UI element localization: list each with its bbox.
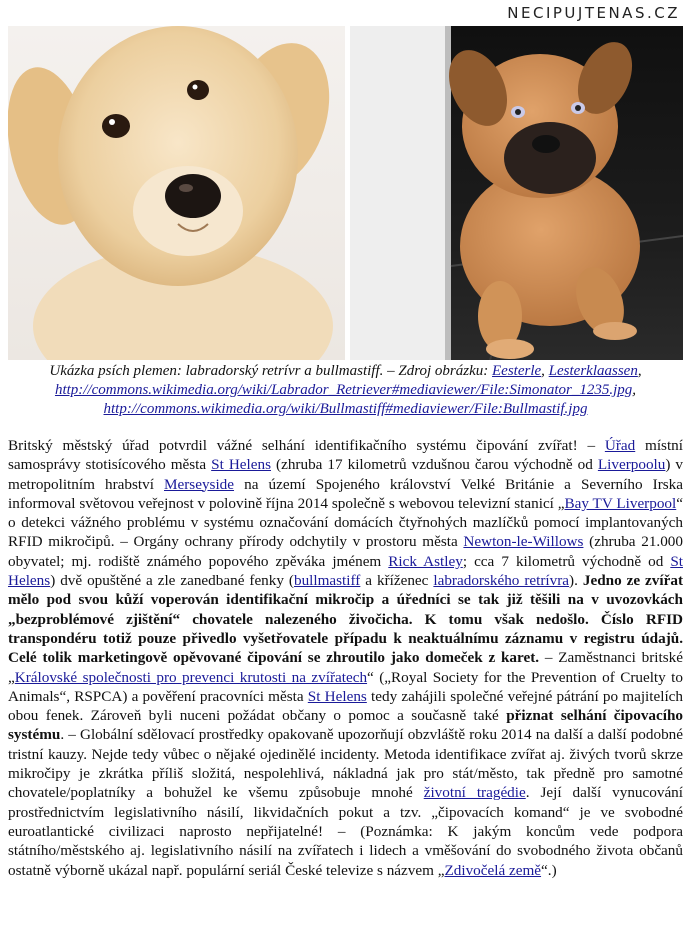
link-urad[interactable]: Úřad xyxy=(604,437,636,454)
article-text: ). xyxy=(569,572,583,590)
article-text: . – Globální sdělovací prostředky opakovaně upozorňují obzvláště roku 2014 na další a další podobné tristní kauzy. Nejde tedy vůbec o nějaké ojedinělé incidenty. Metoda identifikace zvířat aj. živých tvorů skrze mikročipy je zkrátka příliš složitá, nespolehlivá, nákladná jak pro stát/město, tak předně pro samotné chovatele/poplatníky a bohužel ke všemu způsobuje mnohé xyxy=(8,726,683,802)
site-watermark: NECIPUJTENAS.CZ xyxy=(507,4,680,22)
caption-separator: , xyxy=(541,363,549,379)
article-text: ) v metropolitním hrabství xyxy=(8,456,684,493)
caption-link-lesterklaassen[interactable]: Lesterklaassen xyxy=(548,363,638,379)
photo-row xyxy=(8,26,683,360)
article-body xyxy=(8,436,683,880)
caption-link-labrador-url[interactable]: http://commons.wikimedia.org/wiki/Labrador_Retriever#mediaviewer/File:Simonator_1235.jpg xyxy=(54,382,633,398)
article-text: na území Spojeného království Velké Británie a Severního Irska informoval světovou veřejnost v polovině října 2014 společně s webovou televizní stanicí „ xyxy=(8,475,683,512)
article-text: místní samosprávy stotisícového města xyxy=(8,437,683,474)
caption-text: Ukázka psích plemen: labradorský retrívr a bullmastiff. – Zdroj obrázku: xyxy=(49,363,493,379)
link-zdivocela-zeme[interactable]: Zdivočelá země xyxy=(444,861,542,879)
link-merseyside[interactable]: Merseyside xyxy=(164,475,235,493)
image-caption xyxy=(8,362,683,419)
link-st-helens[interactable]: St Helens xyxy=(8,552,683,590)
article-bold-text: Jedno ze zvířat mělo pod svou kůží voperován identifikační mikročip a úředníci se tak již těšili na v uvozovkách „bezproblémové zjištění“ chovatele nalezeného živočicha. K tomu však nedošlo. Číslo RFID transpondéru totiž pouze přivedlo vyšetřovatele případu k neaktuálnímu záznamu v registru údajů. Celé tolik marketingově opěvované čipování se zhroutilo jako domeček z karet. xyxy=(8,572,684,667)
link-rspca[interactable]: Královské společnosti pro prevenci krutosti na zvířatech xyxy=(14,668,368,686)
caption-link-bullmastiff-url[interactable]: http://commons.wikimedia.org/wiki/Bullmastiff#mediaviewer/File:Bullmastif.jpg xyxy=(103,401,588,417)
link-rick-astley[interactable]: Rick Astley xyxy=(388,552,463,570)
bullmastiff-puppy-photo xyxy=(350,26,683,360)
caption-link-eesterle[interactable]: Eesterle xyxy=(492,363,542,379)
article-text: (zhruba 21.000 obyvatel; mj. rodiště známého popového zpěváka jménem xyxy=(8,533,683,570)
link-bullmastiff[interactable]: bullmastiff xyxy=(293,572,361,590)
link-bay-tv-liverpool[interactable]: Bay TV Liverpool xyxy=(564,494,677,512)
article-text: ; cca 7 kilometrů východně od xyxy=(462,552,671,570)
article-text: . Její další vynucování prostřednictvím legislativního násilí, likvidačních pokut a tzv. „čipovacích komand“ je ve svobodné euroatlantické civilizaci naprosto nepřijatelné! – (Poznámka: K jakým koncům vede podpora státního/městského aj. legislativního násilí na zvířatech i lidech a vměšování do svobodného života občanů ostatně výborně ukázal např. populární seriál České televize s názvem „ xyxy=(8,784,683,879)
article-bold-text: přiznat selhání čipovacího systému xyxy=(8,707,684,744)
article-text: “.) xyxy=(541,861,557,879)
link-liverpool[interactable]: Liverpoolu xyxy=(597,456,666,474)
caption-separator: , xyxy=(637,363,642,379)
article-text: – Zaměstnanci britské „ xyxy=(8,649,683,686)
article-text: “ („Royal Society for the Prevention of Cruelty to Animals“, RSPCA) a pověření pracovníci města xyxy=(8,668,683,705)
article-text: tedy zahájili společné veřejné pátrání po majitelích obou fenek. Zároveň byli nuceni požádat občany o pomoc a současně také xyxy=(8,687,684,725)
link-newton-le-willows[interactable]: Newton-le-Willows xyxy=(463,533,584,551)
article-text: “ o detekci vážného problému v systému označování domácích čtyřnohých mazlíčků pomocí implantovaných RFID mikročipů. – Orgány ochrany přírody odchytily v prostoru města xyxy=(8,494,683,551)
link-zivotni-tragedie[interactable]: životní tragédie xyxy=(423,784,526,802)
link-st-helens[interactable]: St Helens xyxy=(211,456,272,474)
caption-separator: , xyxy=(632,382,637,398)
link-st-helens[interactable]: St Helens xyxy=(307,687,367,705)
article-text: ) dvě opuštěné a zle zanedbané fenky ( xyxy=(50,572,294,590)
article-text: (zhruba 17 kilometrů vzdušnou čarou východně od xyxy=(271,456,598,474)
article-text: a kříženec xyxy=(360,572,434,590)
link-labrador-retriever[interactable]: labradorského retrívra xyxy=(433,572,570,590)
article-text: Britský městský úřad potvrdil vážné selhání identifikačního systému čipování zvířat! – xyxy=(8,437,605,454)
labrador-puppy-photo xyxy=(8,26,345,360)
